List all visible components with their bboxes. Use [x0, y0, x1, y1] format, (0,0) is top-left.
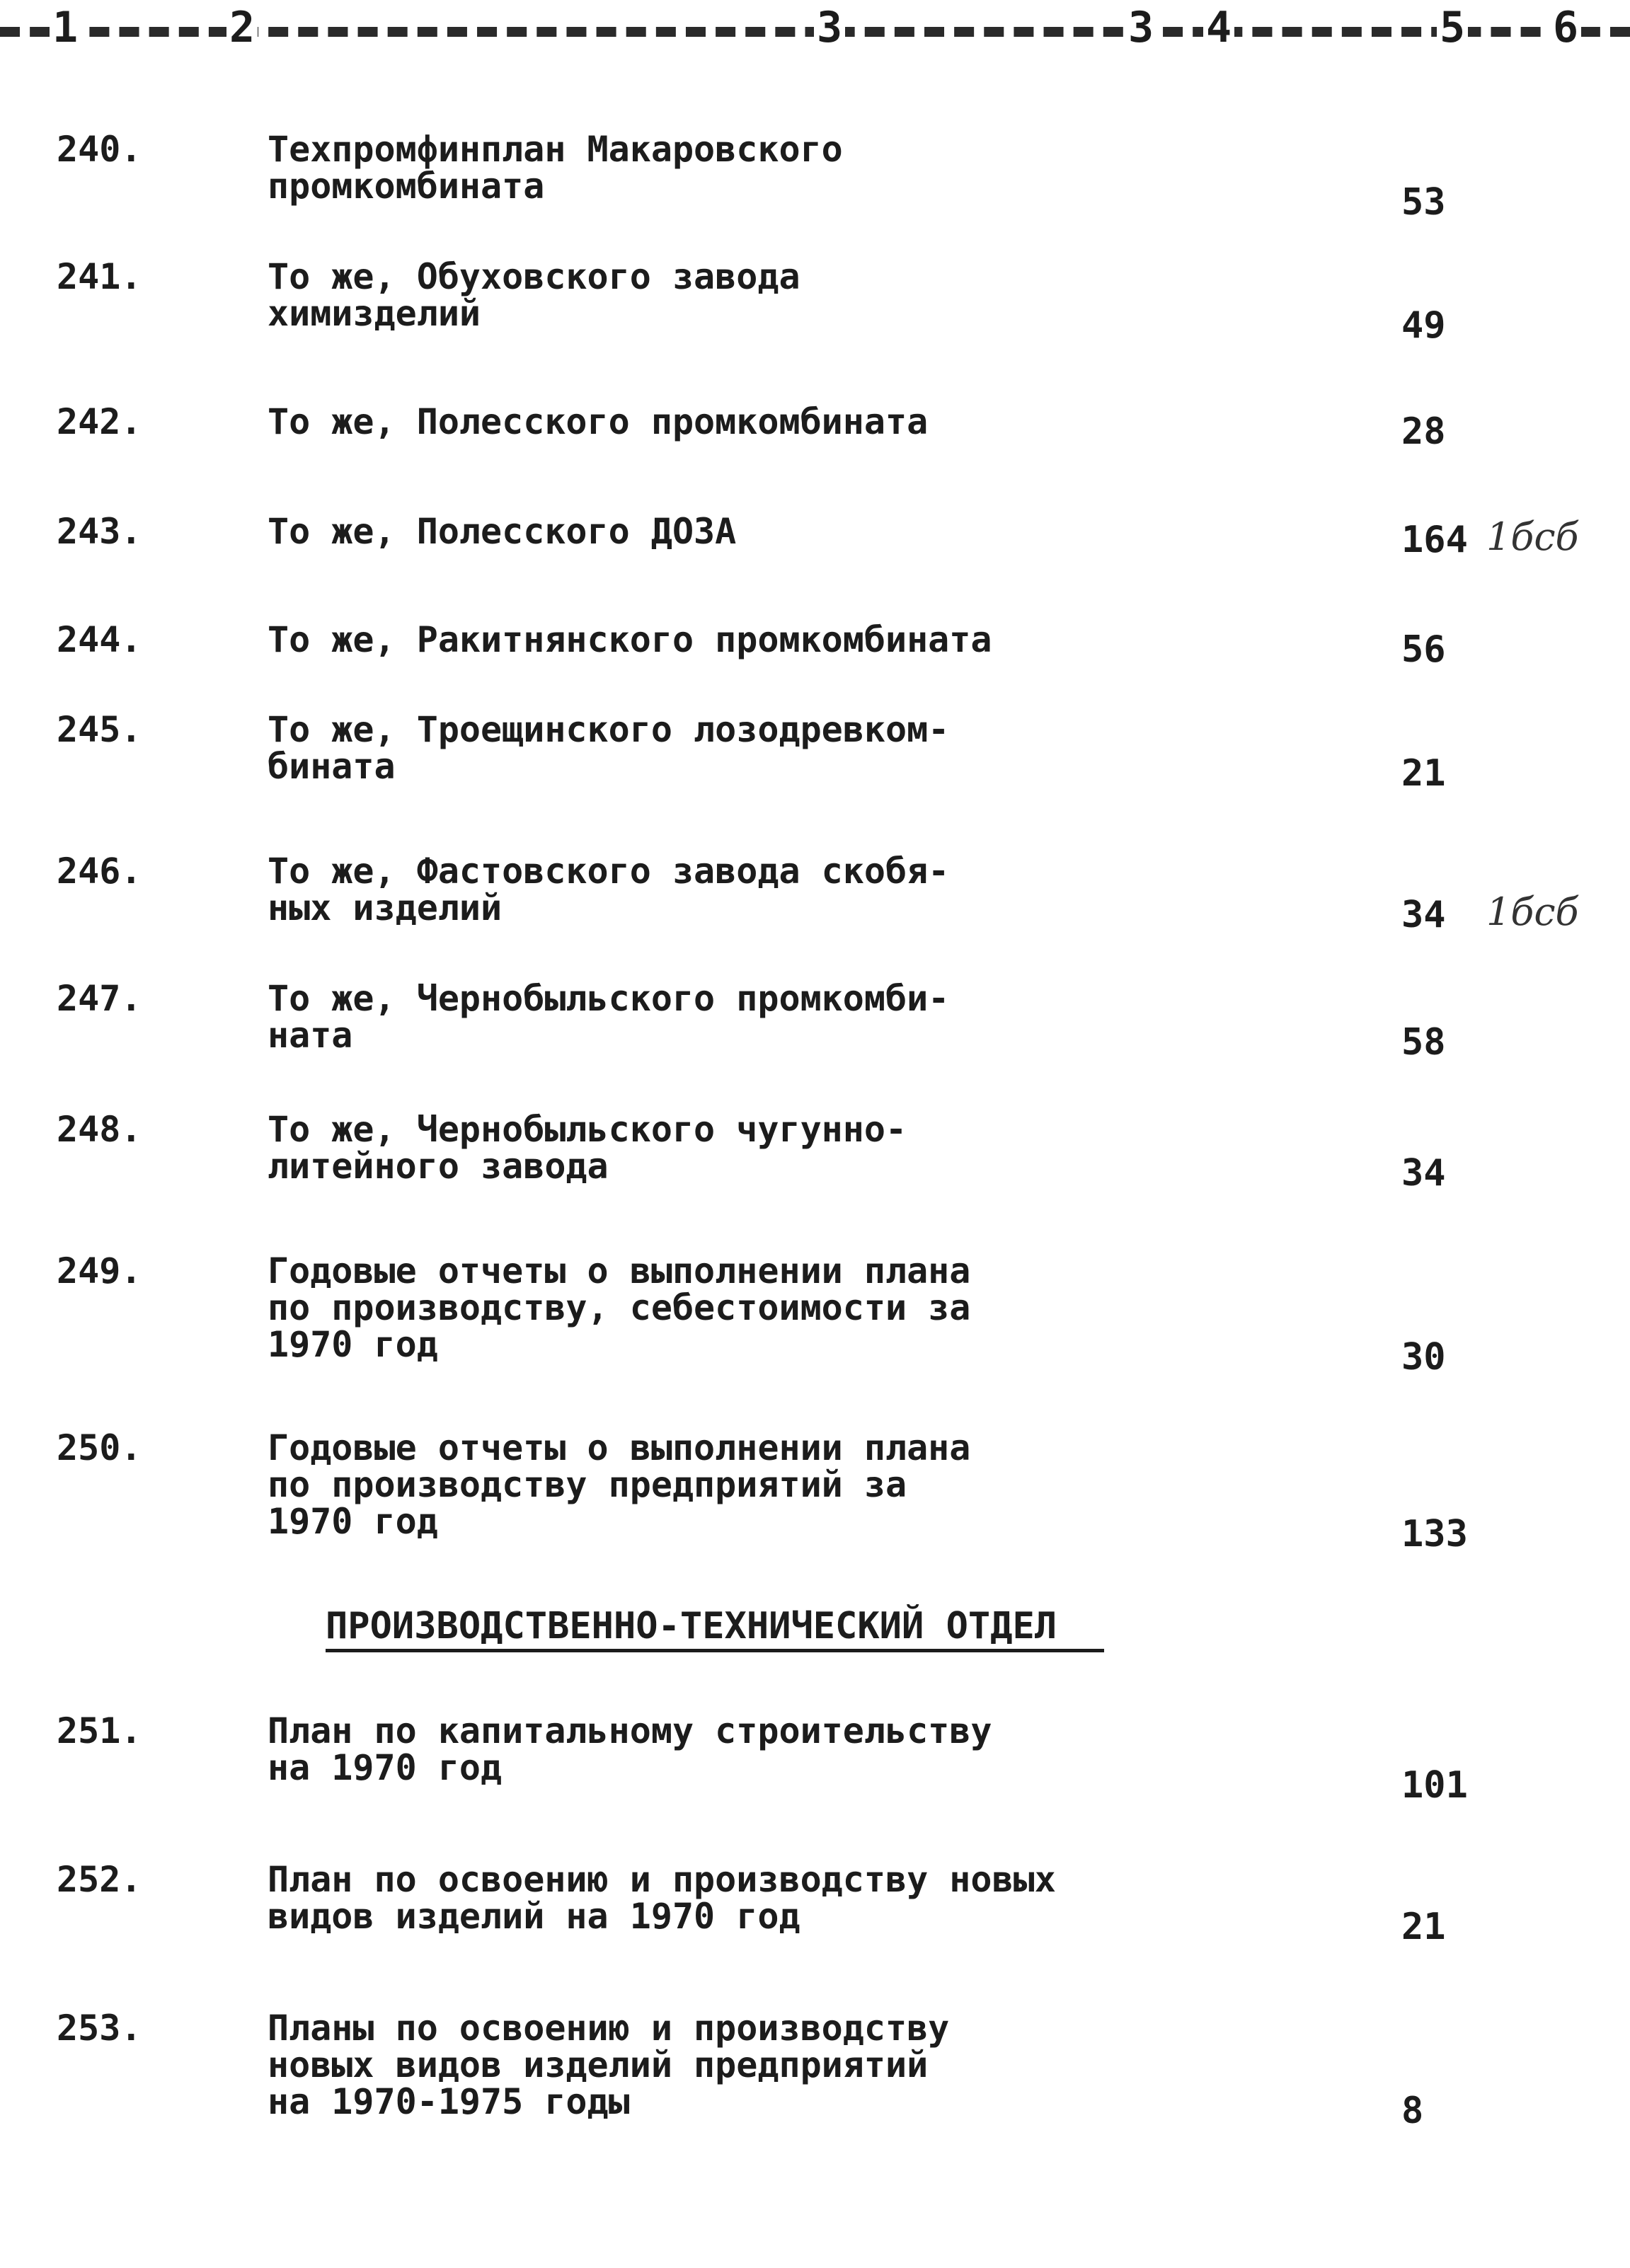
record-title	[268, 258, 1188, 332]
record-title-line: 1970 год	[268, 1324, 438, 1365]
handwritten-note: 1бсб	[1486, 890, 1579, 934]
record-sheet-count: 8	[1401, 2090, 1424, 2132]
record-title-line: Техпромфинплан Макаровского	[268, 129, 843, 170]
record-title-line: То же, Фастовского завода скобя-	[268, 851, 950, 892]
record-number: 247.	[57, 978, 142, 1019]
record-number: 240.	[57, 129, 142, 170]
record-title-line: То же, Чернобыльского чугунно-	[268, 1109, 907, 1150]
record-sheet-count: 101	[1401, 1764, 1468, 1807]
record-number: 244.	[57, 619, 142, 660]
record-title	[268, 131, 1188, 205]
record-title-line: на 1970-1975 годы	[268, 2081, 630, 2122]
record-title-line: по производству, себестоимости за	[268, 1287, 971, 1328]
record-number: 250.	[57, 1427, 142, 1468]
column-number: 4	[1203, 3, 1234, 52]
record-title-line: Годовые отчеты о выполнении плана	[268, 1427, 971, 1468]
record-title	[268, 1429, 1188, 1540]
section-heading: ПРОИЗВОДСТВЕННО-ТЕХНИЧЕСКИЙ ОТДЕЛ	[326, 1605, 1104, 1652]
record-title	[268, 513, 1188, 550]
record-title-line: ната	[268, 1015, 353, 1056]
record-title-line: Годовые отчеты о выполнении плана	[268, 1250, 971, 1291]
record-sheet-count: 164	[1401, 519, 1468, 561]
record-number: 246.	[57, 851, 142, 892]
record-title	[268, 621, 1188, 658]
record-title-line: То же, Полесского промкомбината	[268, 401, 929, 442]
record-title-line: видов изделий на 1970 год	[268, 1896, 800, 1937]
record-number: 252.	[57, 1859, 142, 1900]
record-sheet-count: 30	[1401, 1336, 1446, 1378]
record-title	[268, 1861, 1188, 1935]
record-title-line: по производству предприятий за	[268, 1464, 907, 1505]
record-title-line: План по освоению и производству новых	[268, 1859, 1056, 1900]
column-number: 1	[50, 3, 81, 52]
record-number: 251.	[57, 1710, 142, 1751]
record-sheet-count: 28	[1401, 410, 1446, 453]
record-sheet-count: 34	[1401, 894, 1446, 936]
record-title-line: 1970 год	[268, 1501, 438, 1542]
record-title	[268, 1111, 1188, 1185]
record-number: 242.	[57, 401, 142, 442]
record-sheet-count: 53	[1401, 181, 1446, 224]
record-title	[268, 2010, 1188, 2120]
record-title-line: План по капитальному строительству	[268, 1710, 992, 1751]
record-sheet-count: 21	[1401, 1906, 1446, 1948]
record-title	[268, 1712, 1188, 1786]
record-title-line: То же, Полесского ДОЗА	[268, 511, 737, 552]
column-number: 2	[226, 3, 258, 52]
column-number: 3	[814, 3, 845, 52]
record-number: 253.	[57, 2008, 142, 2049]
handwritten-note: 1бсб	[1486, 514, 1579, 559]
record-title	[268, 403, 1188, 440]
record-number: 243.	[57, 511, 142, 552]
column-number: 6	[1550, 3, 1581, 52]
record-sheet-count: 58	[1401, 1021, 1446, 1064]
record-number: 245.	[57, 709, 142, 750]
record-title	[268, 1250, 1188, 1365]
record-title-line: То же, Обуховского завода	[268, 256, 800, 297]
record-title-line: химизделий	[268, 293, 481, 334]
record-title	[268, 980, 1188, 1054]
record-title-line: То же, Троещинского лозодревком-	[268, 709, 950, 750]
record-title-line: промкомбината	[268, 166, 545, 207]
record-title-line: ных изделий	[268, 887, 503, 928]
record-title-line: на 1970 год	[268, 1747, 503, 1788]
record-title	[268, 711, 1188, 785]
record-title-line: новых видов изделий предприятий	[268, 2044, 929, 2085]
record-number: 248.	[57, 1109, 142, 1150]
record-title-line: То же, Ракитнянского промкомбината	[268, 619, 992, 660]
record-title-line: литейного завода	[268, 1146, 609, 1187]
column-number: 3	[1125, 3, 1157, 52]
record-title	[268, 853, 1188, 926]
record-sheet-count: 49	[1401, 304, 1446, 347]
record-sheet-count: 133	[1401, 1513, 1468, 1555]
record-sheet-count: 56	[1401, 628, 1446, 671]
record-number: 241.	[57, 256, 142, 297]
record-title-line: бината	[268, 746, 396, 787]
record-title-line: То же, Чернобыльского промкомби-	[268, 978, 950, 1019]
record-number: 249.	[57, 1250, 142, 1291]
record-sheet-count: 34	[1401, 1152, 1446, 1195]
record-title-line: Планы по освоению и производству	[268, 2008, 950, 2049]
record-sheet-count: 21	[1401, 752, 1446, 795]
column-number: 5	[1437, 3, 1468, 52]
